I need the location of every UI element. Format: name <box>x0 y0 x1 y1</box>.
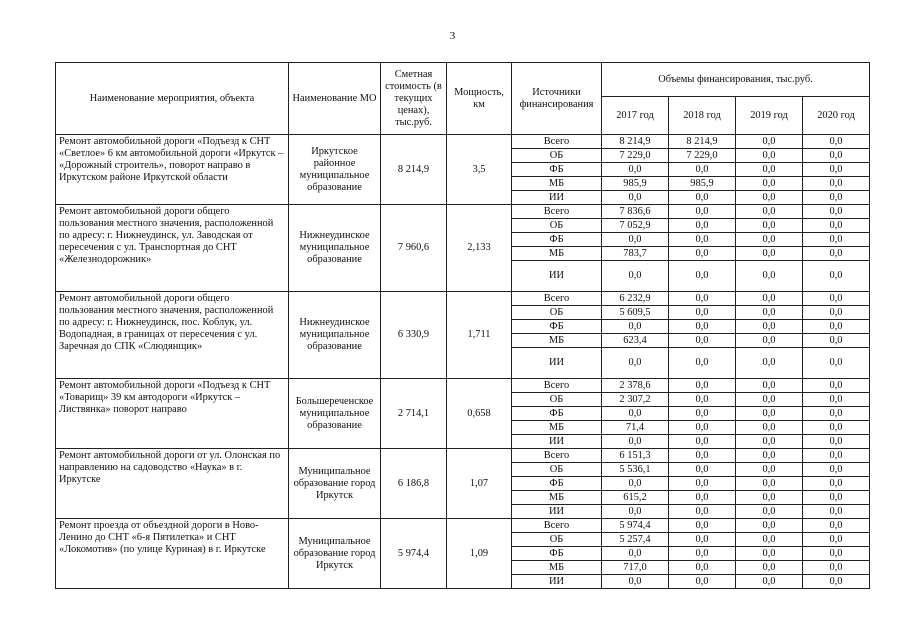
header-year-2019: 2019 год <box>736 97 803 135</box>
financing-table <box>55 62 870 589</box>
header-year-2020: 2020 год <box>803 97 870 135</box>
project-name-cell: Ремонт автомобильной дороги общего пользования местного значения, расположенной по адресу: г. Нижнеудинск, пос. Коблук, ул. Водопадная, в границах от пересечения с ул. Заречная до СПК «Слюдянщик» <box>56 292 289 379</box>
amount-cell: 0,0 <box>602 348 669 379</box>
amount-cell: 0,0 <box>803 247 870 261</box>
page-number: 3 <box>449 30 456 42</box>
funding-source-cell: Всего <box>512 379 602 393</box>
amount-cell: 615,2 <box>602 491 669 505</box>
funding-source-cell: ИИ <box>512 435 602 449</box>
project-name-cell: Ремонт автомобильной дороги от ул. Олонская по направлению на садоводство «Наука» в г. Иркутске <box>56 449 289 519</box>
amount-cell: 783,7 <box>602 247 669 261</box>
amount-cell: 0,0 <box>669 421 736 435</box>
amount-cell: 0,0 <box>602 261 669 292</box>
amount-cell: 7 052,9 <box>602 219 669 233</box>
funding-source-cell: МБ <box>512 561 602 575</box>
amount-cell: 0,0 <box>803 191 870 205</box>
amount-cell: 0,0 <box>803 205 870 219</box>
amount-cell: 0,0 <box>669 533 736 547</box>
funding-source-cell: ФБ <box>512 477 602 491</box>
table-row <box>56 135 870 149</box>
amount-cell: 0,0 <box>803 177 870 191</box>
amount-cell: 0,0 <box>602 435 669 449</box>
amount-cell: 0,0 <box>736 177 803 191</box>
amount-cell: 0,0 <box>803 547 870 561</box>
amount-cell: 7 229,0 <box>602 149 669 163</box>
amount-cell: 5 536,1 <box>602 463 669 477</box>
amount-cell: 0,0 <box>736 219 803 233</box>
amount-cell: 0,0 <box>803 477 870 491</box>
amount-cell: 8 214,9 <box>669 135 736 149</box>
amount-cell: 0,0 <box>803 407 870 421</box>
capacity-cell: 1,711 <box>447 292 512 379</box>
amount-cell: 0,0 <box>736 435 803 449</box>
amount-cell: 0,0 <box>736 149 803 163</box>
funding-source-cell: МБ <box>512 247 602 261</box>
amount-cell: 0,0 <box>736 519 803 533</box>
amount-cell: 0,0 <box>803 135 870 149</box>
amount-cell: 985,9 <box>669 177 736 191</box>
amount-cell: 0,0 <box>602 547 669 561</box>
project-name-cell: Ремонт проезда от объездной дороги в Ново-Ленино до СНТ «6-я Пятилетка» и СНТ «Локомотив» (по улице Куриная) в г. Иркутске <box>56 519 289 589</box>
amount-cell: 0,0 <box>669 435 736 449</box>
funding-source-cell: ОБ <box>512 306 602 320</box>
municipality-cell: Большереченское муниципальное образование <box>289 379 381 449</box>
amount-cell: 0,0 <box>736 191 803 205</box>
amount-cell: 71,4 <box>602 421 669 435</box>
amount-cell: 0,0 <box>803 379 870 393</box>
header-mo: Наименование МО <box>289 63 381 135</box>
amount-cell: 5 974,4 <box>602 519 669 533</box>
amount-cell: 0,0 <box>803 292 870 306</box>
header-year-2018: 2018 год <box>669 97 736 135</box>
amount-cell: 623,4 <box>602 334 669 348</box>
amount-cell: 0,0 <box>736 233 803 247</box>
estimated-cost-cell: 8 214,9 <box>381 135 447 205</box>
amount-cell: 0,0 <box>803 575 870 589</box>
amount-cell: 0,0 <box>803 163 870 177</box>
amount-cell: 0,0 <box>803 219 870 233</box>
amount-cell: 0,0 <box>669 233 736 247</box>
funding-source-cell: Всего <box>512 292 602 306</box>
amount-cell: 0,0 <box>602 191 669 205</box>
amount-cell: 0,0 <box>669 219 736 233</box>
amount-cell: 0,0 <box>669 247 736 261</box>
amount-cell: 0,0 <box>736 491 803 505</box>
amount-cell: 0,0 <box>669 393 736 407</box>
table-row <box>56 449 870 463</box>
amount-cell: 0,0 <box>669 407 736 421</box>
amount-cell: 0,0 <box>669 491 736 505</box>
amount-cell: 5 609,5 <box>602 306 669 320</box>
funding-source-cell: ИИ <box>512 191 602 205</box>
amount-cell: 0,0 <box>736 463 803 477</box>
amount-cell: 0,0 <box>736 379 803 393</box>
amount-cell: 0,0 <box>803 306 870 320</box>
amount-cell: 6 151,3 <box>602 449 669 463</box>
funding-source-cell: МБ <box>512 177 602 191</box>
amount-cell: 0,0 <box>803 533 870 547</box>
amount-cell: 0,0 <box>736 334 803 348</box>
amount-cell: 0,0 <box>803 449 870 463</box>
header-year-2017: 2017 год <box>602 97 669 135</box>
funding-source-cell: Всего <box>512 519 602 533</box>
table-row <box>56 519 870 533</box>
amount-cell: 0,0 <box>803 334 870 348</box>
amount-cell: 0,0 <box>736 477 803 491</box>
header-name: Наименование мероприятия, объекта <box>56 63 289 135</box>
funding-source-cell: Всего <box>512 205 602 219</box>
amount-cell: 0,0 <box>736 247 803 261</box>
amount-cell: 0,0 <box>736 575 803 589</box>
amount-cell: 0,0 <box>803 463 870 477</box>
amount-cell: 0,0 <box>736 505 803 519</box>
amount-cell: 0,0 <box>669 505 736 519</box>
amount-cell: 0,0 <box>669 191 736 205</box>
estimated-cost-cell: 2 714,1 <box>381 379 447 449</box>
estimated-cost-cell: 6 186,8 <box>381 449 447 519</box>
amount-cell: 0,0 <box>736 292 803 306</box>
funding-source-cell: ФБ <box>512 163 602 177</box>
amount-cell: 0,0 <box>602 407 669 421</box>
amount-cell: 0,0 <box>803 233 870 247</box>
header-volumes: Объемы финансирования, тыс.руб. <box>602 63 870 97</box>
amount-cell: 0,0 <box>736 393 803 407</box>
funding-source-cell: ИИ <box>512 348 602 379</box>
amount-cell: 0,0 <box>602 505 669 519</box>
amount-cell: 0,0 <box>803 261 870 292</box>
amount-cell: 2 307,2 <box>602 393 669 407</box>
funding-source-cell: ФБ <box>512 547 602 561</box>
capacity-cell: 2,133 <box>447 205 512 292</box>
amount-cell: 0,0 <box>736 407 803 421</box>
funding-source-cell: ИИ <box>512 505 602 519</box>
amount-cell: 0,0 <box>602 233 669 247</box>
funding-source-cell: Всего <box>512 135 602 149</box>
table-row <box>56 205 870 219</box>
amount-cell: 0,0 <box>803 348 870 379</box>
amount-cell: 0,0 <box>669 463 736 477</box>
amount-cell: 0,0 <box>669 334 736 348</box>
municipality-cell: Муниципальное образование город Иркутск <box>289 519 381 589</box>
amount-cell: 7 229,0 <box>669 149 736 163</box>
capacity-cell: 1,09 <box>447 519 512 589</box>
amount-cell: 0,0 <box>669 477 736 491</box>
amount-cell: 2 378,6 <box>602 379 669 393</box>
table-row <box>56 292 870 306</box>
amount-cell: 0,0 <box>669 348 736 379</box>
funding-source-cell: МБ <box>512 491 602 505</box>
estimated-cost-cell: 5 974,4 <box>381 519 447 589</box>
amount-cell: 0,0 <box>736 547 803 561</box>
amount-cell: 0,0 <box>669 575 736 589</box>
municipality-cell: Нижнеудинское муниципальное образование <box>289 292 381 379</box>
funding-source-cell: ИИ <box>512 261 602 292</box>
amount-cell: 0,0 <box>736 261 803 292</box>
amount-cell: 0,0 <box>669 519 736 533</box>
table-row <box>56 379 870 393</box>
header-power: Мощность, км <box>447 63 512 135</box>
funding-source-cell: Всего <box>512 449 602 463</box>
funding-source-cell: ФБ <box>512 320 602 334</box>
project-name-cell: Ремонт автомобильной дороги «Подъезд к СНТ «Товарищ» 39 км автодороги «Иркутск – Листвянка» поворот направо <box>56 379 289 449</box>
amount-cell: 0,0 <box>602 575 669 589</box>
table-body <box>56 135 870 589</box>
amount-cell: 717,0 <box>602 561 669 575</box>
funding-source-cell: ОБ <box>512 463 602 477</box>
amount-cell: 0,0 <box>803 561 870 575</box>
amount-cell: 0,0 <box>736 320 803 334</box>
estimated-cost-cell: 6 330,9 <box>381 292 447 379</box>
amount-cell: 0,0 <box>736 306 803 320</box>
amount-cell: 0,0 <box>736 533 803 547</box>
capacity-cell: 3,5 <box>447 135 512 205</box>
amount-cell: 0,0 <box>669 261 736 292</box>
amount-cell: 0,0 <box>736 348 803 379</box>
amount-cell: 0,0 <box>803 491 870 505</box>
funding-source-cell: ОБ <box>512 219 602 233</box>
header-cost: Сметная стоимость (в текущих ценах), тыс.руб. <box>381 63 447 135</box>
municipality-cell: Иркутское районное муниципальное образование <box>289 135 381 205</box>
project-name-cell: Ремонт автомобильной дороги «Подъезд к СНТ «Светлое» 6 км автомобильной дороги «Иркутск – «Дорожный строитель», поворот направо в Иркутском районе Иркутской области <box>56 135 289 205</box>
amount-cell: 0,0 <box>669 561 736 575</box>
funding-source-cell: ОБ <box>512 149 602 163</box>
funding-source-cell: МБ <box>512 421 602 435</box>
amount-cell: 0,0 <box>803 435 870 449</box>
funding-source-cell: ИИ <box>512 575 602 589</box>
amount-cell: 0,0 <box>669 320 736 334</box>
amount-cell: 0,0 <box>736 561 803 575</box>
amount-cell: 0,0 <box>669 205 736 219</box>
amount-cell: 0,0 <box>736 449 803 463</box>
amount-cell: 0,0 <box>669 449 736 463</box>
funding-source-cell: ФБ <box>512 233 602 247</box>
amount-cell: 0,0 <box>669 379 736 393</box>
amount-cell: 0,0 <box>736 205 803 219</box>
estimated-cost-cell: 7 960,6 <box>381 205 447 292</box>
amount-cell: 0,0 <box>669 292 736 306</box>
amount-cell: 0,0 <box>803 421 870 435</box>
funding-source-cell: ОБ <box>512 533 602 547</box>
amount-cell: 0,0 <box>803 393 870 407</box>
amount-cell: 0,0 <box>803 149 870 163</box>
amount-cell: 985,9 <box>602 177 669 191</box>
amount-cell: 0,0 <box>602 320 669 334</box>
amount-cell: 8 214,9 <box>602 135 669 149</box>
project-name-cell: Ремонт автомобильной дороги общего пользования местного значения, расположенной по адресу: г. Нижнеудинск, ул. Заводская от пересечения с ул. Транспортная до СНТ «Железнодорожник» <box>56 205 289 292</box>
amount-cell: 0,0 <box>736 135 803 149</box>
amount-cell: 0,0 <box>803 505 870 519</box>
amount-cell: 0,0 <box>669 163 736 177</box>
amount-cell: 0,0 <box>602 477 669 491</box>
funding-source-cell: ОБ <box>512 393 602 407</box>
municipality-cell: Муниципальное образование город Иркутск <box>289 449 381 519</box>
amount-cell: 0,0 <box>736 421 803 435</box>
amount-cell: 6 232,9 <box>602 292 669 306</box>
capacity-cell: 1,07 <box>447 449 512 519</box>
capacity-cell: 0,658 <box>447 379 512 449</box>
header-sources: Источники финансирования <box>512 63 602 135</box>
funding-source-cell: МБ <box>512 334 602 348</box>
amount-cell: 7 836,6 <box>602 205 669 219</box>
amount-cell: 0,0 <box>669 306 736 320</box>
funding-source-cell: ФБ <box>512 407 602 421</box>
amount-cell: 5 257,4 <box>602 533 669 547</box>
amount-cell: 0,0 <box>669 547 736 561</box>
amount-cell: 0,0 <box>736 163 803 177</box>
municipality-cell: Нижнеудинское муниципальное образование <box>289 205 381 292</box>
amount-cell: 0,0 <box>803 519 870 533</box>
amount-cell: 0,0 <box>602 163 669 177</box>
amount-cell: 0,0 <box>803 320 870 334</box>
